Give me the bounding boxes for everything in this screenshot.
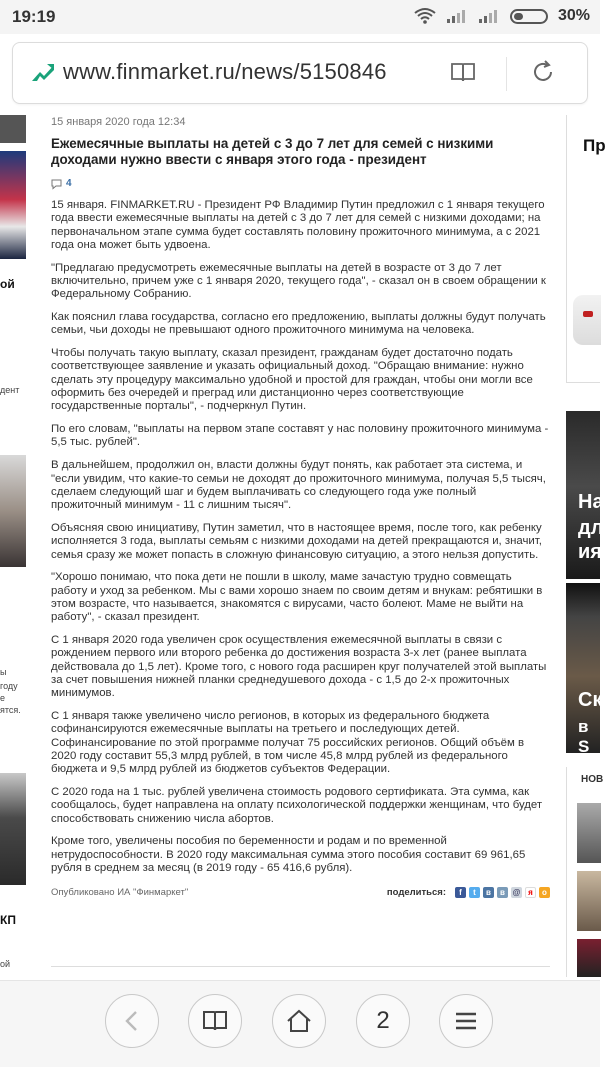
car-image: [573, 295, 601, 345]
right-ad-block-1[interactable]: [566, 115, 606, 383]
chevron-left-icon: [122, 1010, 142, 1032]
battery-level: [514, 13, 523, 20]
left-snippet[interactable]: году: [0, 681, 18, 691]
yandex-share-icon[interactable]: я: [525, 887, 536, 898]
reader-mode-icon[interactable]: [449, 58, 477, 86]
article-paragraph: С 2020 года на 1 тыс. рублей увеличена стоимость родового сертификата. Эта сумма, как сообщалось, будет направлена на оплату психологической поддержки женщинам, что будет способствовать снижению числа абортов.: [51, 785, 543, 825]
right-snippet: На: [578, 491, 604, 513]
twitter-share-icon[interactable]: t: [469, 887, 480, 898]
comments-link[interactable]: [51, 178, 550, 189]
right-snippet: дл: [578, 517, 604, 539]
battery-icon: [510, 9, 548, 24]
left-news-image-1[interactable]: [0, 151, 26, 259]
vk-share-icon[interactable]: в: [483, 887, 494, 898]
odnoklassniki-share-icon[interactable]: о: [539, 887, 550, 898]
article-paragraph: Объясняя свою инициативу, Путин заметил, что в настоящее время, после того, как ребенку исполняется 3 года, выплаты семьям с низкими доходами на детей прекращаются и, значит, семья сразу же может попасть в сложную финансовую ситуацию, а этого нельзя допустить.: [51, 521, 542, 561]
left-snippet[interactable]: КП: [0, 913, 16, 927]
menu-button[interactable]: [439, 994, 493, 1048]
url-text[interactable]: www.finmarket.ru/news/5150846: [63, 59, 387, 84]
car-light: [583, 311, 593, 317]
article-bottom-rule: [51, 966, 550, 967]
bottom-navigation: [0, 980, 600, 1067]
article: [51, 116, 550, 898]
right-snippet: Пр: [583, 136, 606, 155]
article-paragraph: В дальнейшем, продолжил он, власти должны будут понять, как работает эта система, и "если увидим, что какие-то семьи не доходят до прожиточного минимума, получая 5,5 тысяч, сделаем следующий шаг и будем выплачивать со следующего года уже полный прожиточный минимум - 11 с лишним тысяч".: [51, 459, 546, 512]
book-icon: [201, 1008, 229, 1034]
left-column: [0, 115, 26, 975]
address-divider: [506, 57, 507, 91]
signal-icon-2: [478, 8, 500, 24]
mail-share-icon[interactable]: @: [512, 888, 521, 898]
right-snippet: НОВ: [581, 774, 604, 785]
left-snippet[interactable]: ы: [0, 667, 7, 677]
left-news-image-2[interactable]: [0, 455, 26, 567]
left-snippet[interactable]: ой: [0, 959, 11, 969]
right-news-thumb-2[interactable]: [577, 871, 601, 931]
tabs-button[interactable]: [356, 994, 410, 1048]
comment-icon: [51, 179, 62, 189]
right-news-block: [566, 767, 604, 977]
left-snippet[interactable]: ятся.: [0, 705, 21, 715]
article-paragraph: "Предлагаю предусмотреть ежемесячные выплаты на детей в возрасте от 3 до 7 лет включительно, причем уже с 1 января 2020, текущего года", - сказал он в своем обращении к Федеральному Собранию.: [51, 261, 546, 301]
article-paragraph: 15 января. FINMARKET.RU - Президент РФ Владимир Путин предложил с 1 января текущего года ввести ежемесячные выплаты на детей с 3 до 7 лет для семей с низкими доходами; на первоначальном этапе сумма будет составлять половину прожиточного минимума, а с 2021 года она может быть удвоена.: [51, 199, 545, 251]
menu-icon: [454, 1011, 478, 1031]
status-bar: [0, 0, 600, 34]
right-news-thumb-3[interactable]: [577, 939, 601, 977]
back-button[interactable]: [105, 994, 159, 1048]
facebook-share-icon[interactable]: f: [455, 887, 466, 898]
finmarket-logo-icon: [31, 61, 55, 83]
article-paragraph: С 1 января также увеличено число регионов, в которых из федерального бюджета софинансируются ежемесячные выплаты на третьего и последующих детей. Софинансирование по этой программе получат 75 российских регионов. Общий объём в 2020 году составит 55,3 млрд рублей, в том числе 45,8 млрд рублей из федерального бюджета и 9,5 млрд рублей из бюджетов субъектов Федерации.: [51, 710, 525, 776]
share-bar: [387, 887, 550, 898]
home-button[interactable]: [272, 994, 326, 1048]
left-news-image-3[interactable]: [0, 773, 26, 885]
status-time: 19:19: [12, 7, 56, 26]
left-snippet[interactable]: ой: [0, 277, 15, 291]
left-snippet[interactable]: е: [0, 693, 6, 703]
article-paragraph: Как пояснил глава государства, согласно его предложению, выплаты должны будут получать семьи, чьи доходы не превышают одного прожиточного минимума на человека.: [51, 311, 546, 337]
article-body: [51, 199, 550, 875]
share-label: поделиться:: [386, 887, 446, 899]
signal-icon: [446, 8, 468, 24]
tab-count: 2: [376, 1007, 390, 1034]
battery-percent: 30%: [557, 7, 590, 24]
right-news-thumb-1[interactable]: [577, 803, 601, 863]
article-footer: [51, 887, 550, 898]
status-icons: [414, 7, 590, 25]
reload-icon[interactable]: [529, 58, 557, 86]
article-paragraph: "Хорошо понимаю, что пока дети не пошли в школу, маме зачастую трудно совмещать работу и уход за ребенком. Мы с вами хорошо знаем по своим детям и внукам: ребятишки в этом возрасте, что называется, знакомятся с вирусами, часто болеют. Маме не выйти на работу", - сказал президент.: [51, 571, 543, 624]
article-title: Ежемесячные выплаты на детей с 3 до 7 лет для семей с низкими доходами нужно ввести с января этого года - президент: [51, 136, 494, 167]
article-paragraph: По его словам, "выплаты на первом этапе составят у нас половину прожиточного минимума - 5,5 тыс. рублей".: [51, 423, 549, 449]
article-paragraph: С 1 января 2020 года увеличен срок осуществления ежемесячной выплаты в связи с рождением первого или второго ребенка до достижения возраста 3-х лет (ранее выплата действовала до 1,5 лет). Кроме того, с нового года расширен круг получателей этой выплаты за счет повышения нижней планки среднедушевого дохода - с 1,5 до 2-х прожиточных минимумов.: [51, 634, 547, 700]
home-icon: [285, 1008, 313, 1034]
right-ad-block-2[interactable]: [566, 411, 604, 579]
published-by: Опубликовано ИА "Финмаркет": [51, 887, 189, 899]
bookmarks-button[interactable]: [188, 994, 242, 1048]
livejournal-share-icon[interactable]: в: [497, 887, 508, 898]
right-ad-block-3[interactable]: [566, 583, 603, 756]
right-snippet: Ск: [578, 689, 603, 711]
article-date: 15 января 2020 года 12:34: [51, 116, 186, 128]
right-column: [566, 115, 606, 975]
article-paragraph: Чтобы получать такую выплату, сказал президент, гражданам будет достаточно подать соответствующее заявление и указать официальный доход. "Обращаю внимание: нужно сделать эту процедуру максимально удобной и простой для граждан, чтобы они могли все оформить без очередей и преград или дистанционно через соответствующие государственные порталы", - подчеркнул Путин.: [51, 347, 533, 413]
left-snippet[interactable]: дент: [0, 385, 20, 395]
right-snippet: ия: [578, 541, 602, 563]
left-header-block: [0, 115, 26, 143]
comment-count[interactable]: 4: [66, 178, 72, 189]
article-paragraph: Кроме того, увеличены пособия по беременности и родам и по временной нетрудоспособности. В 2020 году максимальная сумма этого пособия составит 69 961,65 рубля в среднем за месяц (в 2019 году - 65 416,6 рубля).: [51, 835, 526, 874]
address-bar[interactable]: [12, 42, 588, 104]
right-snippet: в S: [578, 717, 590, 756]
wifi-icon: [414, 8, 436, 24]
